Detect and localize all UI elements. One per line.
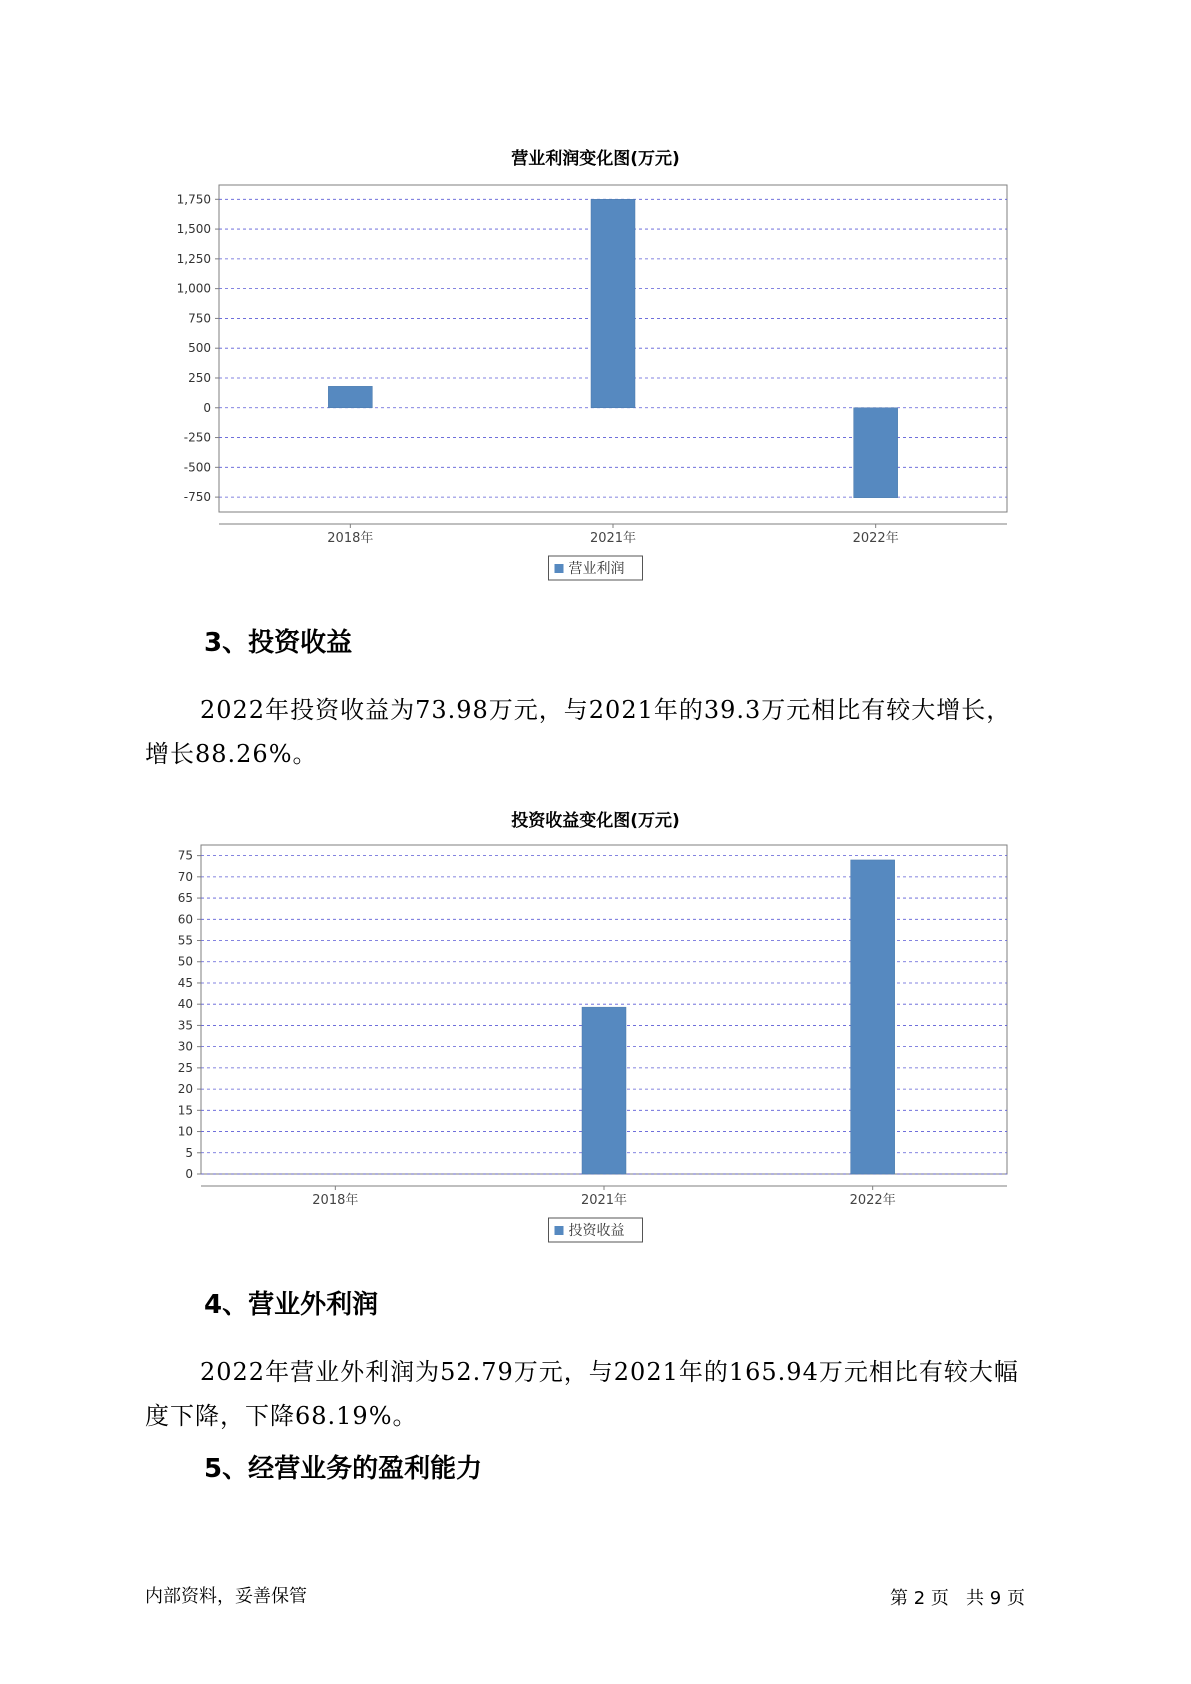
y-tick-label: 25 <box>177 1060 193 1075</box>
chart2-title: 投资收益变化图(万元) <box>511 811 680 831</box>
y-tick-label: 75 <box>177 848 193 863</box>
x-tick-label: 2021年 <box>589 531 637 546</box>
section-4-para-line2: 度下降，下降68.19%。 <box>145 1402 418 1430</box>
x-tick-label: 2018年 <box>327 531 374 546</box>
section-4-heading: 4、营业外利润 <box>204 1290 379 1320</box>
y-tick-label: -750 <box>183 490 211 505</box>
y-tick-label: 40 <box>177 997 193 1012</box>
legend-label: 营业利润 <box>568 561 625 577</box>
footer-confidential-note: 内部资料，妥善保管 <box>145 1586 307 1607</box>
section-4-para-line1: 2022年营业外利润为52.79万元，与2021年的165.94万元相比有较大幅 <box>200 1358 1019 1386</box>
chart1-title: 营业利润变化图(万元) <box>511 149 680 169</box>
y-tick-label: 35 <box>177 1018 193 1033</box>
y-tick-label: 55 <box>177 933 193 948</box>
x-tick-label: 2021年 <box>580 1193 628 1208</box>
legend-swatch <box>555 1226 564 1235</box>
section-3-heading: 3、投资收益 <box>204 628 353 658</box>
y-tick-label: 5 <box>185 1145 193 1160</box>
y-tick-label: 10 <box>177 1124 193 1139</box>
x-tick-label: 2022年 <box>852 531 899 546</box>
y-tick-label: 30 <box>177 1039 193 1054</box>
section-5-heading: 5、经营业务的盈利能力 <box>204 1454 483 1484</box>
legend-label: 投资收益 <box>568 1223 625 1239</box>
y-tick-label: 15 <box>177 1103 193 1118</box>
y-tick-label: 1,250 <box>176 251 211 266</box>
y-tick-label: 0 <box>203 400 211 415</box>
bar <box>582 1007 626 1174</box>
section-3-para-line1: 2022年投资收益为73.98万元，与2021年的39.3万元相比有较大增长， <box>200 696 1012 724</box>
y-tick-label: -500 <box>183 460 211 475</box>
y-tick-label: 1,500 <box>176 222 211 237</box>
y-tick-label: 65 <box>177 891 193 906</box>
y-tick-label: 50 <box>177 954 193 969</box>
y-tick-label: 60 <box>177 912 193 927</box>
footer-page-number: 第 2 页 共 9 页 <box>890 1588 1025 1609</box>
y-tick-label: 0 <box>185 1167 193 1181</box>
y-tick-label: 500 <box>188 341 211 356</box>
x-tick-label: 2018年 <box>312 1193 359 1208</box>
y-tick-label: 70 <box>177 869 193 884</box>
y-tick-label: 45 <box>177 975 193 990</box>
x-tick-label: 2022年 <box>849 1193 896 1208</box>
y-tick-label: 250 <box>188 370 211 385</box>
y-tick-label: -250 <box>183 430 211 445</box>
y-tick-label: 20 <box>177 1082 193 1097</box>
bar <box>851 860 895 1174</box>
y-tick-label: 1,750 <box>176 192 211 207</box>
section-3-para-line2: 增长88.26%。 <box>145 740 318 768</box>
y-tick-label: 1,000 <box>176 281 211 296</box>
y-tick-label: 750 <box>188 311 211 326</box>
